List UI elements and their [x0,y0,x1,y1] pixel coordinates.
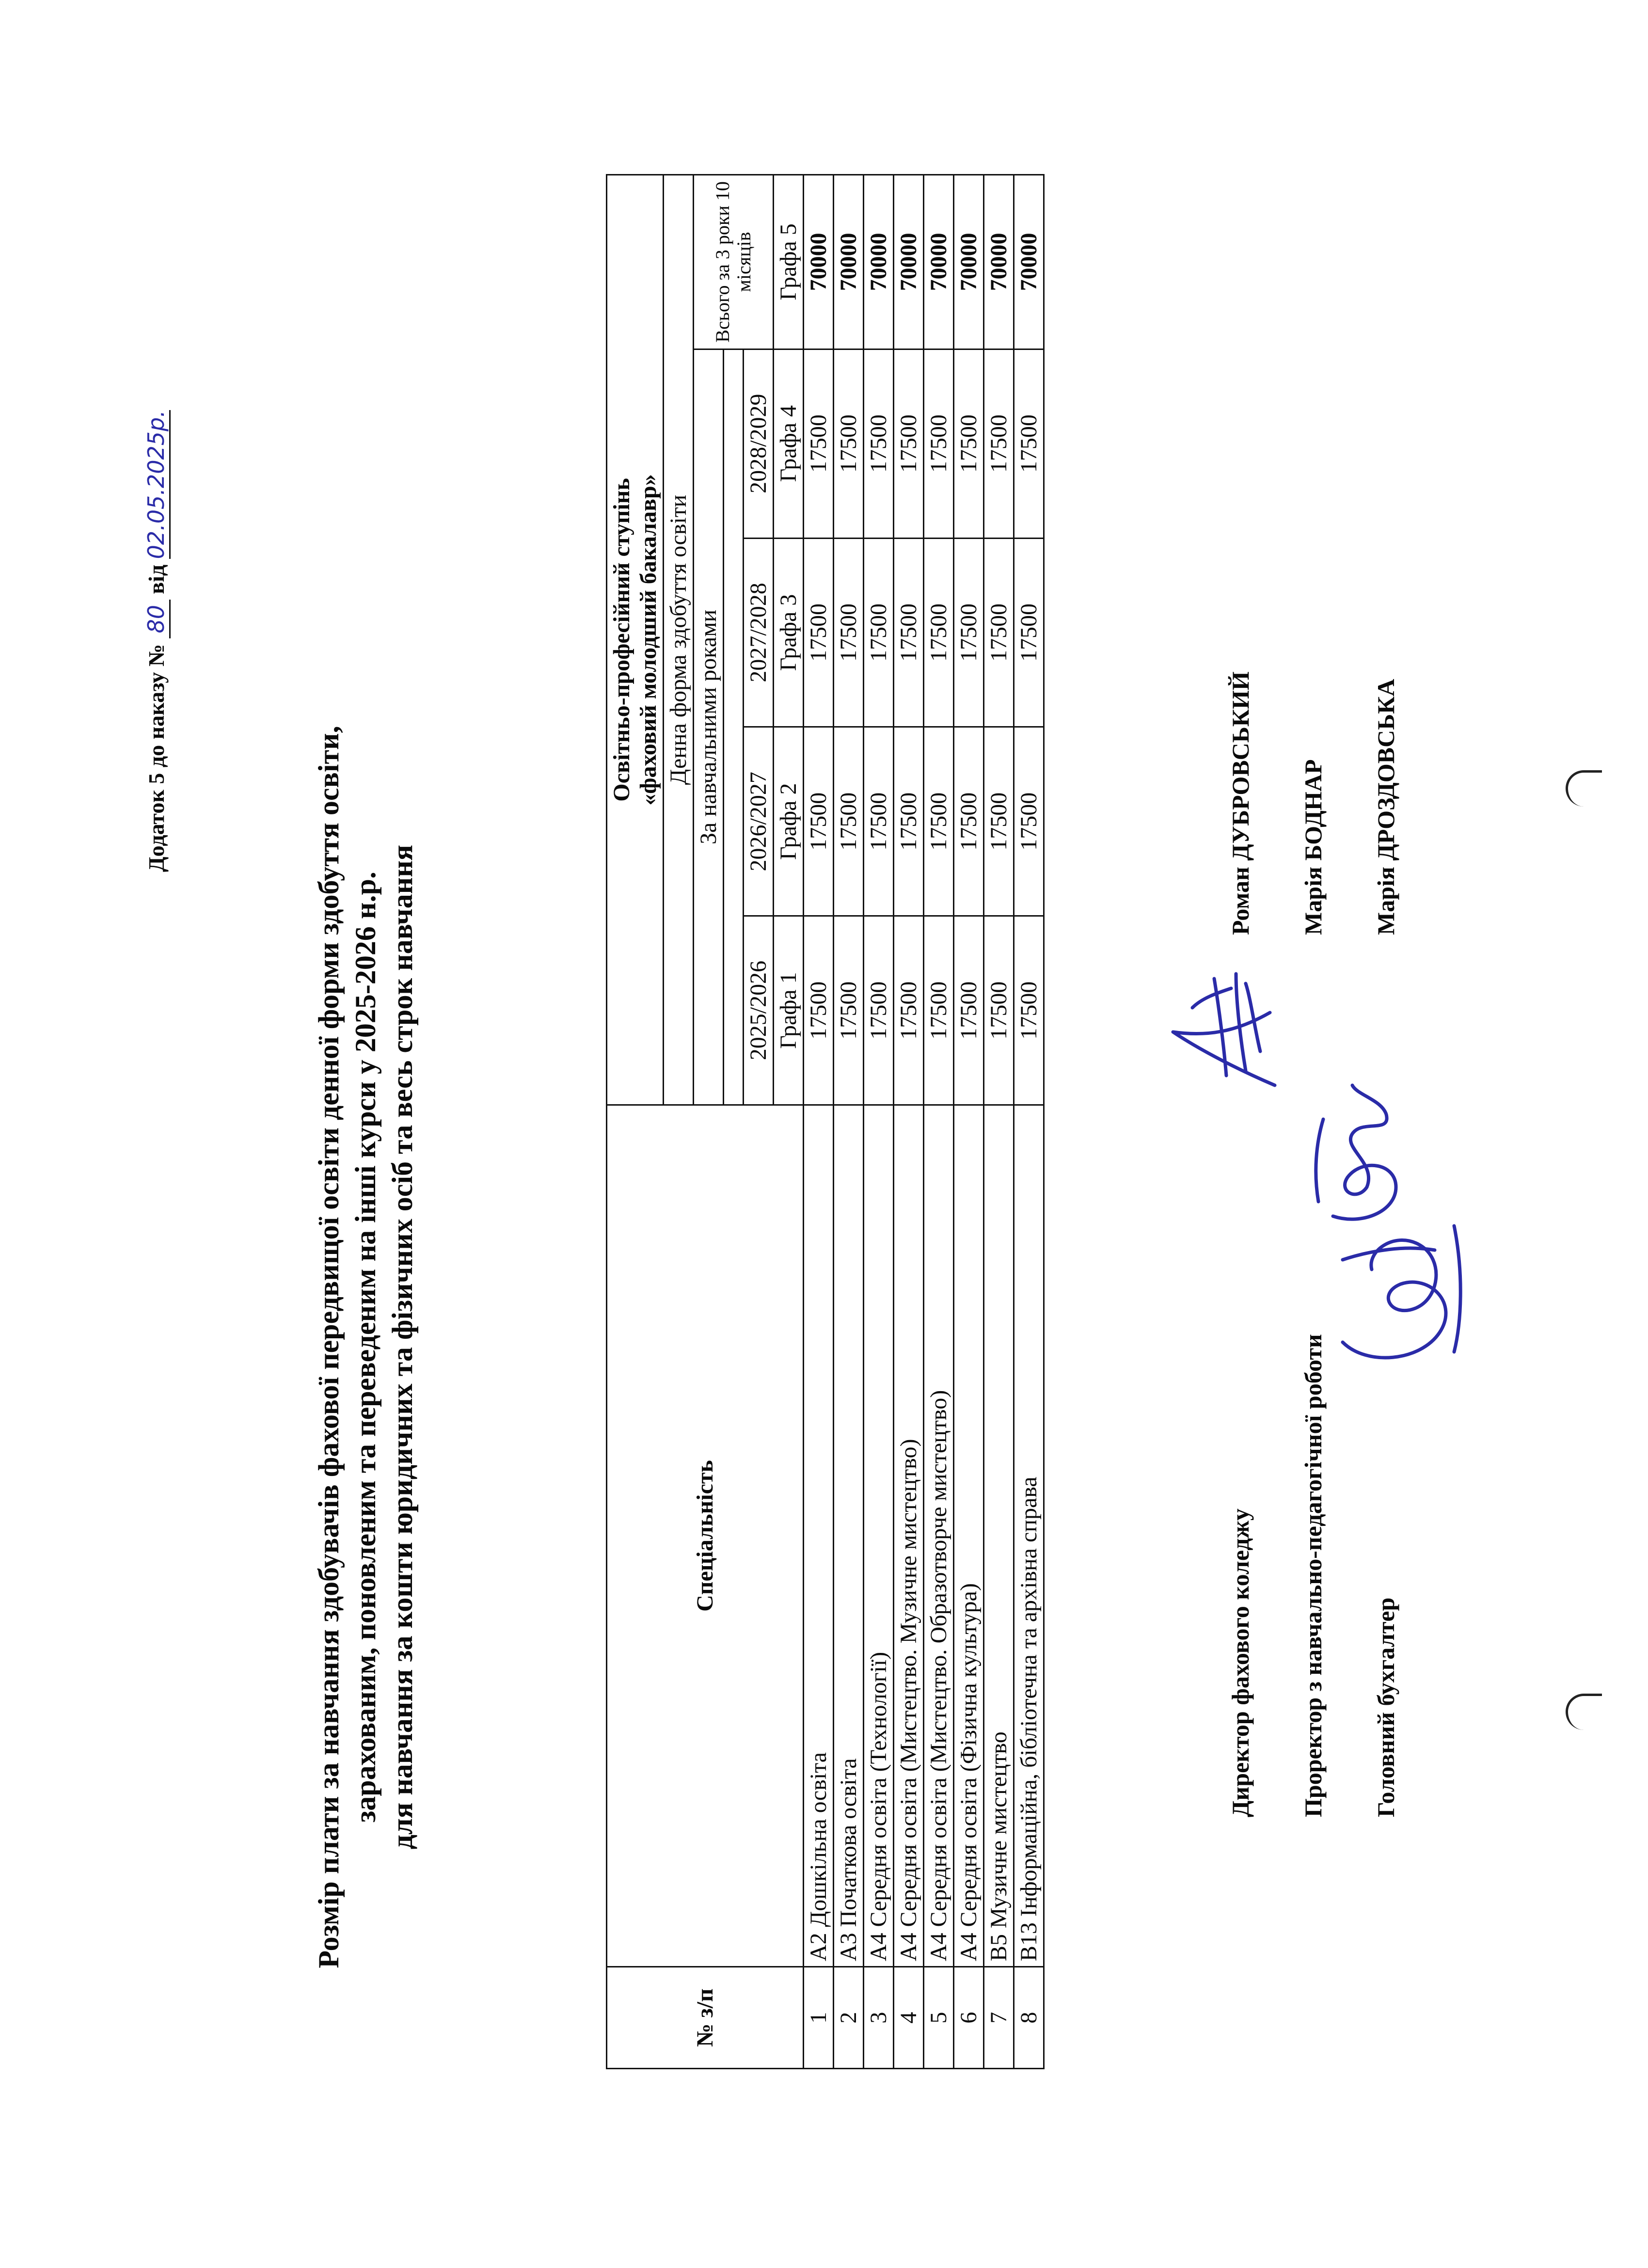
fee-cell: 17500 [864,349,894,538]
fee-cell: 17500 [924,727,954,916]
signature-row-director [1226,654,1299,1817]
table-row [894,175,924,2069]
specialty-cell: А3 Початкова освіта [834,1105,864,1967]
punch-hole-mark [1566,770,1602,807]
title-line-3: для навчання за кошти юридичних та фізичних осіб та весь строк навчання [386,844,418,1850]
order-prefix: Додаток 5 до наказу № [144,644,169,872]
fee-cell: 17500 [834,727,864,916]
total-cell: 70000 [954,175,984,349]
graph-label: Графа 2 [774,727,804,916]
order-reference [143,410,171,872]
fee-cell: 17500 [924,349,954,538]
specialty-cell: В13 Інформаційна, бібліотечна та архівна справа [1014,1105,1044,1967]
row-number: 2 [834,1967,864,2069]
fee-cell: 17500 [864,727,894,916]
fee-cell: 17500 [804,538,834,727]
table-row [864,175,894,2069]
specialty-cell: В5 Музичне мистецтво [984,1105,1014,1967]
fee-cell: 17500 [984,916,1014,1105]
fee-cell: 17500 [924,538,954,727]
column-header-number: № з/п [607,1967,804,2069]
fee-cell: 17500 [804,916,834,1105]
table-row [834,175,864,2069]
fee-cell: 17500 [954,916,984,1105]
fee-cell: 17500 [864,538,894,727]
fee-cell: 17500 [954,538,984,727]
degree-header [607,175,664,1105]
fee-cell: 17500 [804,349,834,538]
fee-cell: 17500 [984,538,1014,727]
handwritten-signature-director [1163,959,1289,1105]
fee-cell: 17500 [864,916,894,1105]
fee-cell: 17500 [894,727,924,916]
fee-cell: 17500 [834,916,864,1105]
graph-label: Графа 4 [774,349,804,538]
by-years-header: За навчальними роками [694,349,724,1105]
year-header: 2028/2029 [744,349,774,538]
header-spacer [724,349,744,1105]
total-cell: 70000 [864,175,894,349]
punch-hole-mark [1566,1694,1602,1730]
table-row [924,175,954,2069]
table-row [984,175,1014,2069]
row-number: 8 [1014,1967,1044,2069]
order-from-label: від [144,564,169,594]
total-cell: 70000 [804,175,834,349]
handwritten-signature-accountant [1323,1211,1474,1371]
row-number: 4 [894,1967,924,2069]
fee-cell: 17500 [1014,916,1044,1105]
total-cell: 70000 [984,175,1014,349]
fee-cell: 17500 [954,349,984,538]
year-header: 2026/2027 [744,727,774,916]
degree-title: Освітньо-професійний ступінь [609,478,634,802]
specialty-cell: А4 Середня освіта (Мистецтво. Музичне мистецтво) [894,1105,924,1967]
fee-cell: 17500 [954,727,984,916]
total-header: Всього за 3 роки 10 місяців [694,175,774,349]
order-number-handwritten: 80 [143,600,171,638]
signatory-role: Проректор з навчально-педагогічної роботи [1299,1334,1327,1817]
fee-cell: 17500 [834,349,864,538]
row-number: 1 [804,1967,834,2069]
specialty-cell: А2 Дошкільна освіта [804,1105,834,1967]
graph-label: Графа 1 [774,916,804,1105]
year-header: 2025/2026 [744,916,774,1105]
specialty-cell: А4 Середня освіта (Мистецтво. Образотворче мистецтво) [924,1105,954,1967]
total-cell: 70000 [894,175,924,349]
fee-cell: 17500 [804,727,834,916]
fee-cell: 17500 [894,349,924,538]
degree-subtitle: «фаховий молодший бакалавр» [635,474,661,806]
row-number: 6 [954,1967,984,2069]
signatory-name: Марія ДРОЗДОВСЬКА [1372,679,1399,935]
fee-cell: 17500 [894,538,924,727]
fee-cell: 17500 [1014,538,1044,727]
table-row [954,175,984,2069]
specialty-cell: А4 Середня освіта (Фізична культура) [954,1105,984,1967]
signatory-role: Директор фахового коледжу [1227,1508,1254,1817]
specialty-cell: А4 Середня освіта (Технології) [864,1105,894,1967]
total-cell: 70000 [924,175,954,349]
title-line-2: зарахованим, поновленим та переведеним на інші курси у 2025-2026 н.р. [349,872,381,1823]
order-date-handwritten: 02.05.2025р. [143,410,171,559]
row-number: 5 [924,1967,954,2069]
table-row [1014,175,1044,2069]
fee-cell: 17500 [894,916,924,1105]
row-number: 7 [984,1967,1014,2069]
graph-label: Графа 3 [774,538,804,727]
signatory-name: Марія БОДНАР [1299,759,1327,935]
document-title [310,668,421,2026]
signatory-role: Головний бухгалтер [1372,1597,1399,1817]
column-header-specialty: Спеціальність [607,1105,804,1967]
total-cell: 70000 [834,175,864,349]
tuition-fee-table [606,174,1045,2069]
fee-cell: 17500 [1014,727,1044,916]
fee-cell: 17500 [984,727,1014,916]
fee-cell: 17500 [924,916,954,1105]
fee-cell: 17500 [834,538,864,727]
signatory-name: Роман ДУБРОВСЬКИЙ [1227,671,1254,935]
header-row-degree [607,175,664,2069]
title-line-1: Розмір плати за навчання здобувачів фахової передвищої освіти денної форми здобуття освіти, [313,726,345,1968]
table-row [804,175,834,2069]
handwritten-signature-vice-rector [1304,1076,1415,1231]
fee-cell: 17500 [984,349,1014,538]
fee-cell: 17500 [1014,349,1044,538]
year-header: 2027/2028 [744,538,774,727]
study-form-header: Денна форма здобуття освіти [664,175,694,1105]
row-number: 3 [864,1967,894,2069]
graph-label: Графа 5 [774,175,804,349]
total-cell: 70000 [1014,175,1044,349]
